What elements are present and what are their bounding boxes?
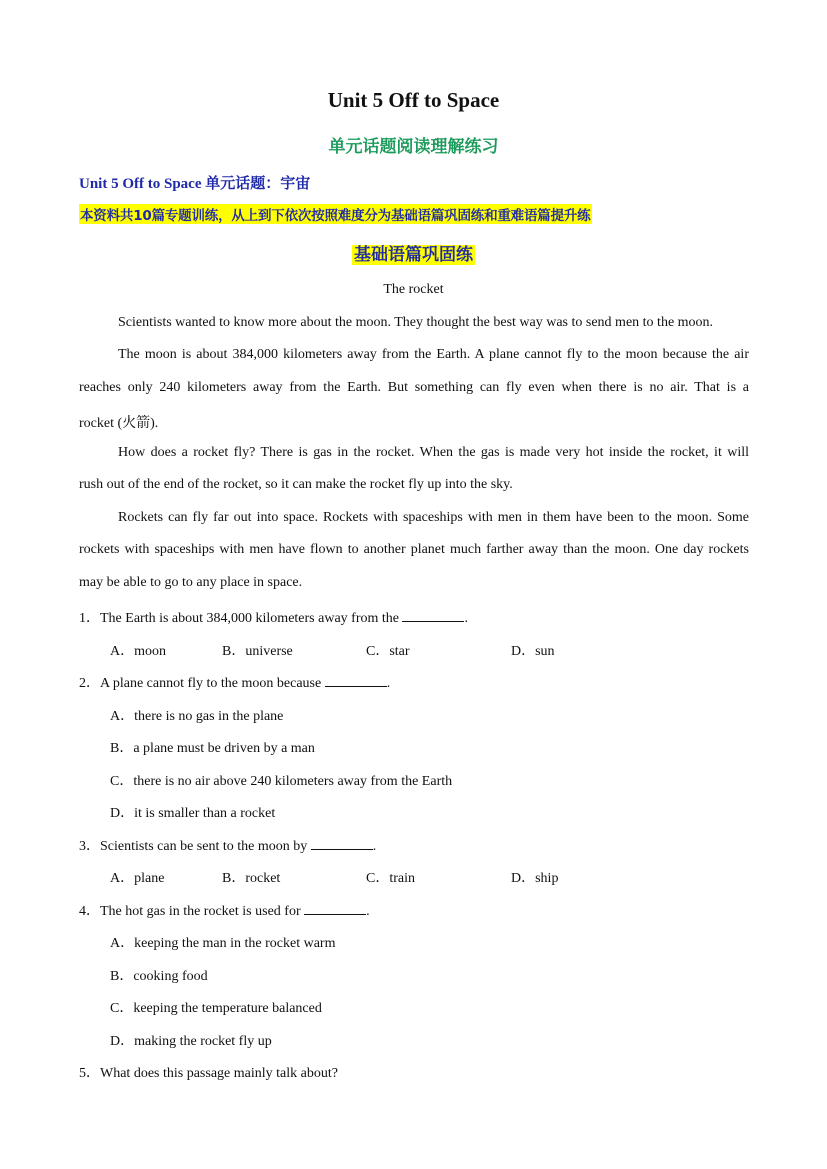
answer-option[interactable]: A．there is no gas in the plane [110, 709, 284, 724]
question-end: . [372, 839, 377, 854]
question-text: 5．What does this passage mainly talk about? [79, 1066, 338, 1081]
passage-line: How does a rocket fly? There is gas in the rocket. When the gas is made very hot inside the rocket, it will [118, 445, 749, 460]
answer-option[interactable]: C．star [366, 644, 410, 659]
answer-option[interactable]: A．keeping the man in the rocket warm [110, 936, 336, 951]
question-stem [79, 607, 749, 627]
answer-blank[interactable] [311, 837, 373, 850]
answer-option[interactable]: C．keeping the temperature balanced [110, 1001, 322, 1016]
answer-blank[interactable] [325, 674, 387, 687]
passage-line: reaches only 240 kilometers away from the Earth. But something can fly even when there is no air. That is a [79, 380, 749, 395]
question-text: 2．A plane cannot fly to the moon because [79, 676, 325, 691]
unit-topic-en: Unit 5 Off to Space [79, 176, 206, 192]
passage-line: rush out of the end of the rocket, so it can make the rocket fly up into the sky. [79, 477, 513, 492]
question-end: . [464, 611, 468, 626]
page-title: Unit 5 Off to Space [327, 88, 500, 112]
passage-line: rocket (火箭). [79, 416, 159, 431]
answer-option[interactable]: C．train [366, 871, 415, 886]
passage-line: rockets with spaceships with men have flown to another planet much farther away than the moon. One day rockets [79, 542, 749, 557]
answer-option[interactable]: D．ship [511, 871, 559, 886]
answer-option[interactable]: A．plane [110, 871, 165, 886]
question-end: . [386, 676, 391, 691]
section-heading-text: 基础语篇巩固练 [354, 245, 473, 265]
answer-blank[interactable] [402, 609, 464, 622]
answer-option[interactable]: D．sun [511, 644, 555, 659]
section-heading [0, 240, 827, 265]
passage-line: Scientists wanted to know more about the moon. They thought the best way was to send men to the moon. [118, 315, 714, 330]
question-text: 1．The Earth is about 384,000 kilometers away from the [79, 611, 403, 626]
highlight-notice: 本资料共10篇专题训练，从上到下依次按照难度分为基础语篇巩固练和重难语篇提升练 [79, 204, 592, 224]
answer-option[interactable]: D．it is smaller than a rocket [110, 806, 276, 821]
passage-title: The rocket [383, 282, 444, 297]
page-subtitle: 单元话题阅读理解练习 [328, 137, 499, 157]
question-stem [79, 900, 749, 920]
answer-option[interactable]: B．universe [222, 644, 293, 659]
answer-option[interactable]: B．rocket [222, 871, 281, 886]
answer-option[interactable]: B．cooking food [110, 969, 208, 984]
question-text: 3．Scientists can be sent to the moon by [79, 839, 311, 854]
unit-topic-zh: 单元话题：宇宙 [205, 174, 311, 192]
question-stem [79, 672, 749, 692]
answer-option[interactable]: D．making the rocket fly up [110, 1034, 272, 1049]
passage-line: Rockets can fly far out into space. Rockets with spaceships with men in them have been to the moon. Some [118, 510, 749, 525]
answer-option[interactable]: B．a plane must be driven by a man [110, 741, 315, 756]
question-end: . [366, 904, 370, 919]
answer-option[interactable]: A．moon [110, 644, 166, 659]
passage-line: The moon is about 384,000 kilometers away from the Earth. A plane cannot fly to the moon because the air [118, 347, 749, 362]
passage-line: may be able to go to any place in space. [79, 575, 303, 590]
question-stem [79, 835, 749, 855]
question-text: 4．The hot gas in the rocket is used for [79, 904, 305, 919]
answer-blank[interactable] [304, 902, 366, 915]
question-stem [79, 1062, 749, 1082]
unit-topic [79, 172, 310, 193]
answer-option[interactable]: C．there is no air above 240 kilometers away from the Earth [110, 774, 453, 789]
